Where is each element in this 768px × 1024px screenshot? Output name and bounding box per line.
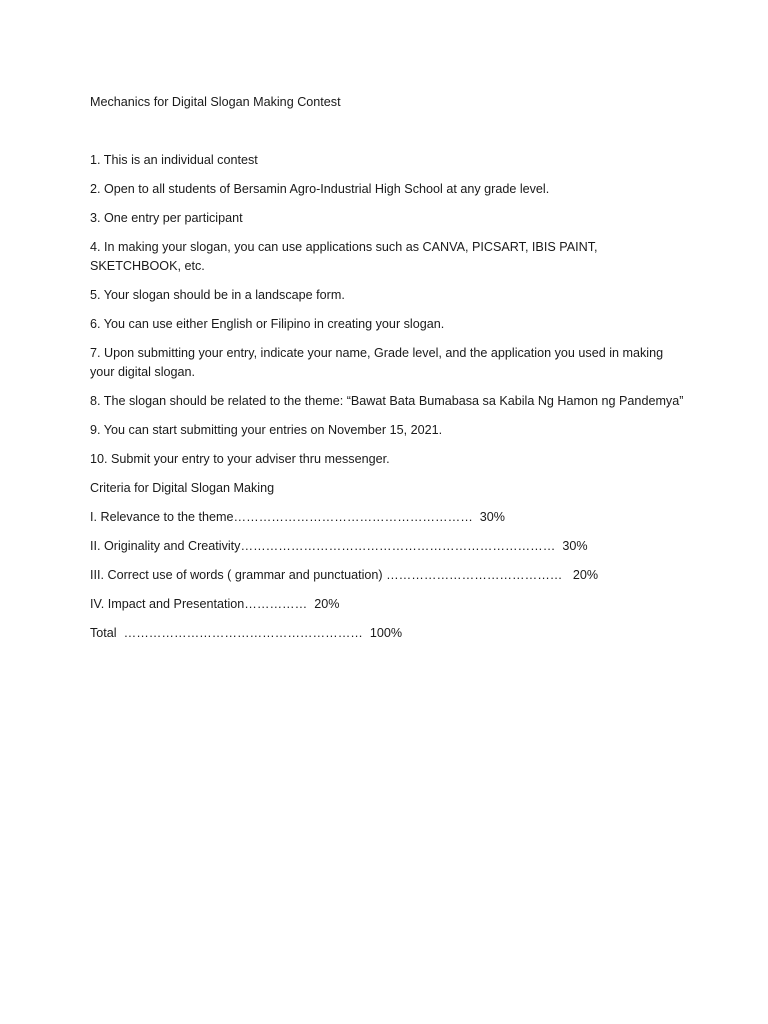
mechanics-item: 6. You can use either English or Filipino in creating your slogan. xyxy=(90,317,445,331)
criteria-item: IV. Impact and Presentation…………… 20% xyxy=(90,597,340,611)
criteria-item: III. Correct use of words ( grammar and punctuation) …………………………………… 20% xyxy=(90,568,599,582)
mechanics-item: 7. Upon submitting your entry, indicate your name, Grade level, and the application you used in making your digital slogan. xyxy=(90,346,664,379)
criteria-total: Total ………………………………………………… 100% xyxy=(90,626,403,640)
mechanics-item: 3. One entry per participant xyxy=(90,211,243,225)
mechanics-item: 1. This is an individual contest xyxy=(90,153,258,167)
document-title: Mechanics for Digital Slogan Making Contest xyxy=(90,95,341,109)
mechanics-list xyxy=(90,151,690,469)
mechanics-item: 5. Your slogan should be in a landscape form. xyxy=(90,288,345,302)
document-page xyxy=(90,93,690,653)
mechanics-item: 10. Submit your entry to your adviser thru messenger. xyxy=(90,452,390,466)
mechanics-item: 4. In making your slogan, you can use applications such as CANVA, PICSART, IBIS PAINT, SKETCHBOOK, etc. xyxy=(90,240,598,273)
criteria-item: II. Originality and Creativity………………………………………………………………… 30% xyxy=(90,539,588,553)
mechanics-item: 9. You can start submitting your entries on November 15, 2021. xyxy=(90,423,443,437)
criteria-list xyxy=(90,508,690,643)
mechanics-item: 2. Open to all students of Bersamin Agro-Industrial High School at any grade level. xyxy=(90,182,550,196)
criteria-item: I. Relevance to the theme………………………………………………… 30% xyxy=(90,510,505,524)
criteria-heading: Criteria for Digital Slogan Making xyxy=(90,481,275,495)
mechanics-item: 8. The slogan should be related to the theme: “Bawat Bata Bumabasa sa Kabila Ng Hamon ng Pandemya” xyxy=(90,394,684,408)
